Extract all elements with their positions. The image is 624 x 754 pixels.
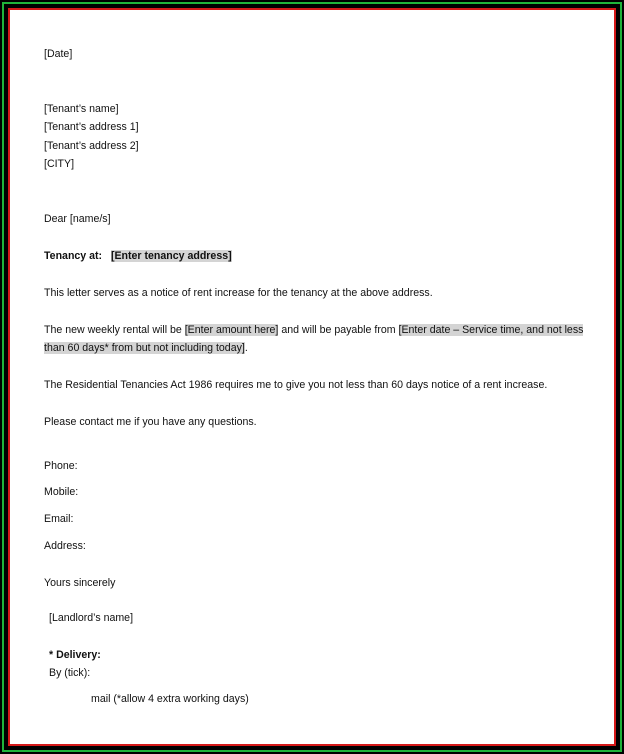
by-tick-label: By (tick): <box>49 667 91 679</box>
tenant-name: [Tenant’s name] <box>44 103 119 115</box>
phone-label: Phone: <box>44 460 78 472</box>
rental-line-2 <box>44 342 248 355</box>
rental-amount-field: [Enter amount here] <box>184 324 279 336</box>
mobile-label: Mobile: <box>44 486 79 498</box>
rental-prefix: The new weekly rental will be <box>44 324 185 336</box>
rental-middle: and will be payable from <box>278 324 399 336</box>
address-label: Address: <box>44 540 86 552</box>
mail-option: mail (*allow 4 extra working days) <box>91 693 249 705</box>
delivery-label: * Delivery: <box>49 649 101 661</box>
act-line: The Residential Tenancies Act 1986 requires me to give you not less than 60 days notice of a rent increase. <box>44 379 548 391</box>
rental-date-field-2: than 60 days* from but not including today] <box>44 342 245 354</box>
rental-date-field-1: [Enter date – Service time, and not less <box>398 324 584 336</box>
closing: Yours sincerely <box>44 577 116 589</box>
landlord-name: [Landlord’s name] <box>49 612 134 624</box>
tenancy-address-field: [Enter tenancy address] <box>110 250 232 262</box>
rental-line-1 <box>44 324 583 337</box>
contact-line: Please contact me if you have any questions. <box>44 416 257 428</box>
date-line: [Date] <box>44 48 73 60</box>
tenancy-line <box>44 250 232 263</box>
tenancy-label: Tenancy at: <box>44 250 103 262</box>
tenant-address-2: [Tenant’s address 2] <box>44 140 139 152</box>
rental-suffix: . <box>244 342 248 354</box>
tenant-city: [CITY] <box>44 158 75 170</box>
email-label: Email: <box>44 513 74 525</box>
notice-line: This letter serves as a notice of rent increase for the tenancy at the above address. <box>44 287 433 299</box>
greeting: Dear [name/s] <box>44 213 111 225</box>
letter-page <box>10 10 614 744</box>
tenant-address-1: [Tenant’s address 1] <box>44 121 139 133</box>
